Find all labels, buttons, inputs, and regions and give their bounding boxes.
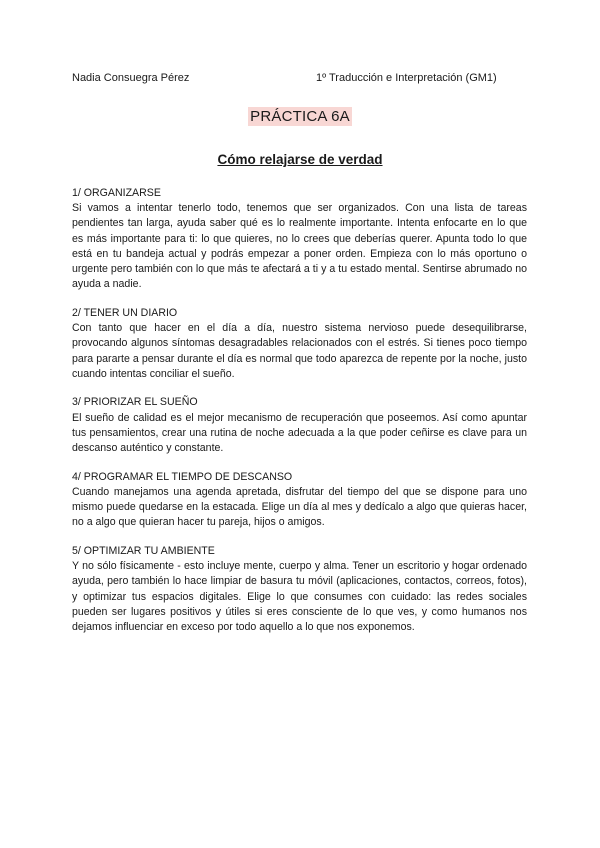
practice-label: PRÁCTICA 6A bbox=[250, 108, 350, 125]
course-name: 1º Traducción e Interpretación (GM1) bbox=[316, 72, 497, 84]
section-sueno bbox=[72, 395, 527, 456]
document-title: Cómo relajarse de verdad bbox=[217, 152, 383, 167]
section-title: 1/ ORGANIZARSE bbox=[72, 187, 161, 199]
section-body: Si vamos a intentar tenerlo todo, tenemos que ser organizados. Con una lista de tareas pendientes tan larga, ayuda saber qué es lo realmente importante. Intenta enfocarte en lo que es más importante para ti: lo que quieres, no lo crees que deberías querer. Apunta todo lo que está en tu bandeja actual y podrás empezar a poner orden. Empieza con lo más oportuno o urgente pero también con lo que más te afectará a ti y a tu estado mental. Sentirse abrumado no ayuda a nadie. bbox=[72, 202, 527, 291]
practice-label-wrapper bbox=[0, 107, 600, 126]
section-diario bbox=[72, 306, 527, 382]
section-descanso bbox=[72, 470, 527, 531]
section-body: El sueño de calidad es el mejor mecanismo de recuperación que poseemos. Así como apuntar tus pensamientos, crear una rutina de noche adecuada a la que poder ceñirse es clave para un descanso auténtico y constante. bbox=[72, 411, 527, 455]
section-body: Y no sólo físicamente - esto incluye mente, cuerpo y alma. Tener un escritorio y hogar ordenado ayuda, pero también lo hace limpiar de basura tu móvil (aplicaciones, contactos, correos, fotos), y optimizar tus espacios digitales. Elige lo que consumes con cuidado: las redes sociales pueden ser lugares positivos y útiles si eres consciente de lo que ves, y como humanos nos dejamos influenciar en exceso por todo aquello a lo que nos exponemos. bbox=[72, 560, 527, 634]
section-body: Cuando manejamos una agenda apretada, disfrutar del tiempo del que se dispone para uno mismo puede quedarse en la estacada. Elige un día al mes y dedícalo a algo que quieras hacer, no a algo que quieran hacer tu pareja, hijos o amigos. bbox=[72, 485, 527, 529]
section-organizarse bbox=[72, 186, 527, 292]
document-body bbox=[72, 186, 527, 649]
author-name: Nadia Consuegra Pérez bbox=[72, 72, 190, 84]
section-title: 5/ OPTIMIZAR TU AMBIENTE bbox=[72, 545, 215, 558]
section-body: Con tanto que hacer en el día a día, nuestro sistema nervioso puede desequilibrarse, provocando algunos síntomas desagradables relacionados con el estrés. Si tienes poco tiempo para pararte a pensar durante el día es normal que todo aparezca de repente por la noche, justo cuando intentas conciliar el sueño. bbox=[72, 322, 527, 380]
section-title: 2/ TENER UN DIARIO bbox=[72, 306, 178, 319]
section-title: 4/ PROGRAMAR EL TIEMPO DE DESCANSO bbox=[72, 470, 293, 483]
section-title: 3/ PRIORIZAR EL SUEÑO bbox=[72, 396, 198, 409]
section-ambiente bbox=[72, 544, 527, 635]
